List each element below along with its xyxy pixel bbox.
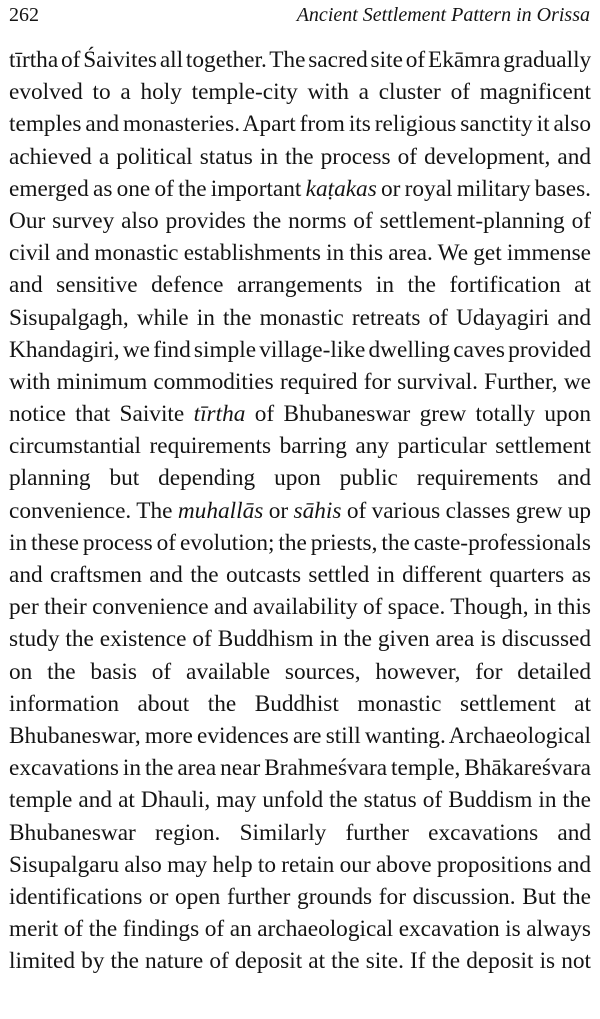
text-line: tīrtha of Śaivites all together. The sacred site of Ekāmra gradually — [9, 47, 592, 73]
running-head: Ancient Settlement Pattern in Orissa — [296, 4, 590, 26]
text-line: limited by the nature of deposit at the site. If the deposit is not — [9, 948, 591, 975]
text-line: Sisupalgagh, while in the monastic retreats of Udayagiri and — [9, 304, 591, 331]
text-line: Bhubaneswar region. Similarly further excavations and — [9, 819, 591, 846]
body-paragraph — [9, 44, 591, 977]
text-line: merit of the findings of an archaeological excavation is always — [9, 916, 591, 943]
text-line: circumstantial requirements barring any particular settlement — [9, 433, 591, 460]
text-line: study the existence of Buddhism in the given area is discussed — [9, 626, 591, 653]
italic-term: muhallās — [177, 497, 264, 524]
text-line: Bhubaneswar, more evidences are still wanting. Archaeological — [9, 722, 591, 749]
text-line: civil and monastic establishments in this area. We get immense — [9, 240, 591, 267]
text-line: convenience. The muhallās or sāhis of various classes grew up — [9, 497, 591, 524]
text-line: planning but depending upon public requirements and — [9, 465, 591, 492]
text-line: identifications or open further grounds for discussion. But the — [9, 883, 591, 910]
text-line: with minimum commodities required for survival. Further, we — [9, 368, 591, 395]
italic-term: tīrtha — [193, 401, 246, 428]
page-header — [9, 4, 590, 34]
text-line: information about the Buddhist monastic settlement at — [9, 690, 591, 717]
text-line: and sensitive defence arrangements in the fortification at — [9, 272, 591, 299]
text-line: excavations in the area near Brahmeśvara temple, Bhākareśvara — [9, 755, 591, 782]
text-line: Sisupalgaru also may help to retain our above propositions and — [9, 851, 591, 878]
text-line: achieved a political status in the process of development, and — [9, 143, 591, 170]
text-line: temple and at Dhauli, may unfold the status of Buddism in the — [9, 787, 591, 814]
text-line: per their convenience and availability of space. Though, in this — [9, 594, 591, 621]
text-line: emerged as one of the important kaṭakas or royal military bases. — [9, 175, 591, 202]
text-line: evolved to a holy temple-city with a cluster of magnificent — [9, 79, 591, 106]
text-line: and craftsmen and the outcasts settled in different quarters as — [9, 562, 591, 588]
text-line: on the basis of available sources, however, for detailed — [9, 658, 591, 685]
page-number: 262 — [9, 4, 39, 26]
text-line: in these process of evolution; the priests, the caste-professionals — [9, 529, 591, 556]
text-line: Our survey also provides the norms of settlement-planning of — [9, 207, 591, 234]
italic-term: kaṭakas — [305, 175, 377, 202]
text-line: Khandagiri, we find simple village-like dwelling caves provided — [9, 336, 591, 363]
text-line: temples and monasteries. Apart from its religious sanctity it also — [9, 111, 591, 138]
text-line: notice that Saivite tīrtha of Bhubaneswar grew totally upon — [9, 401, 591, 428]
italic-term: sāhis — [293, 497, 342, 524]
